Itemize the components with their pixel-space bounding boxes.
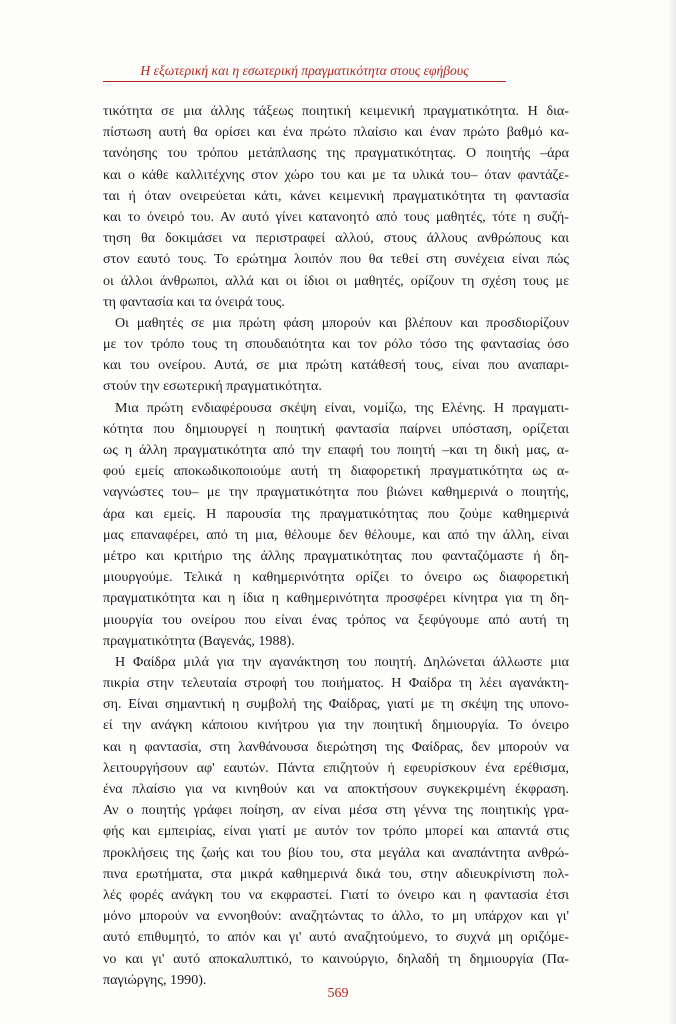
text-line: λειτουργήσουν αφ' εαυτών. Πάντα επιζητούν ή εφευρίσκουν ένα ερέθισμα, [103,759,569,776]
running-header: Η εξωτερική και η εσωτερική πραγματικότητα στους εφήβους [103,62,506,82]
text-line: και του ονείρου. Αυτά, σε μια πρώτη κατάθεσή τους, είναι που αναπαρι- [103,357,569,374]
text-line: παγιώργης, 1990). [103,971,207,988]
text-line: πίστωση αυτή θα ορίσει και ένα πρώτο πλαίσιο και έναν πρώτο βαθμό κα- [103,124,569,141]
text-line: τηση θα δοκιμάσει να περιστραφεί αλλού, στους άλλους ανθρώπους και [103,230,569,247]
text-line: λές φορές ανάγκη του να εκφραστεί. Γιατί το όνειρο και η φαντασία έτσι [103,886,569,903]
text-line: με τον τρόπο τους τη σπουδαιότητα και τον ρόλο τόσο της φαντασίας όσο [103,336,569,353]
text-line: τανόησης του τρόπου μετάπλασης της πραγματικότητας. Ο ποιητής –άρα [103,145,569,162]
text-line: πινα ερωτήματα, στα μικρά καθημερινά δικά του, στην αδιευκρίνιστη πολ- [103,865,569,882]
paragraph-4 [103,652,569,991]
text-line: ναγνώστες του– με την πραγματικότητα που βιώνει καθημερινά ο ποιητής, [103,484,569,501]
text-line: ται ή όταν ονειρεύεται κάτι, κάνει κειμενική πραγματικότητα τη φαντασία [103,187,569,204]
text-line: μέτρο και κριτήριο της άλλης πραγματικότητας που φανταζόμαστε ή δη- [103,547,569,564]
text-line: νο και γι' αυτό αποκαλυπτικό, το καινούργιο, δηλαδή τη δημιουργία (Πα- [103,950,569,967]
text-line: ως η άλλη πραγματικότητα από την επαφή του ποιητή –και τη δική μας, α- [103,442,569,458]
text-line: φού εμείς αποκωδικοποιούμε αυτή τη διαφορετική πραγματικότητα ως α- [103,463,569,480]
text-line: τη φαντασία και τα όνειρά τους. [103,293,285,310]
text-line: μιουργούμε. Τελικά η καθημερινότητα ορίζει το όνειρο ως διαφορετική [103,569,569,586]
text-line: και η φαντασία, στη λανθάνουσα διερώτηση της Φαίδρας, δεν μπορούν να [103,738,569,755]
text-line: και το όνειρό του. Αν αυτό γίνει κατανοητό από τους μαθητές, τότε η συζή- [103,208,569,225]
text-line: πραγματικότητα και η ίδια η καθημερινότητα προσφέρει κίνητρα για τη δη- [103,590,569,607]
text-line: αυτό επιθυμητό, το απόν και γι' αυτό αναζητούμενο, το συχνά μη οριζόμε- [103,929,569,946]
text-line: Οι μαθητές σε μια πρώτη φάση μπορούν και βλέπουν και προσδιορίζουν [115,314,569,331]
text-line: μιουργία του ονείρου που είναι ένας τρόπος να ξεφύγουμε από αυτή τη [103,611,569,628]
text-line: ση. Είναι σημαντική η συμβολή της Φαίδρας, γιατί με τη σκέψη της υπονο- [103,696,569,713]
text-line: και ο κάθε καλλιτέχνης στον χώρο του και με τα υλικά του– όταν φαντάζε- [103,166,569,183]
paragraph-1 [103,101,569,313]
text-line: οι άλλοι άνθρωποι, αλλά και οι ίδιοι οι μαθητές, ορίζουν τη σχέση τους με [103,272,569,289]
body-text [103,101,569,991]
text-line: άρα και εμείς. Η παρουσία της πραγματικότητας που ζούμε καθημερινά [103,505,569,522]
page-number: 569 [327,986,349,1001]
text-line: προκλήσεις της ζωής και του βίου του, στα μεγάλα και αναπάντητα ανθρώ- [103,844,569,861]
text-line: ένα πλαίσιο για να κινηθούν και να αποκτήσουν συγκεκριμένη έκφραση. [103,781,569,797]
text-line: φής και εμπειρίας, είναι γιατί με αυτόν τον τρόπο μπορεί και απαντά στις [103,823,569,840]
paragraph-2 [103,313,569,398]
text-line: πραγματικότητα (Βαγενάς, 1988). [103,632,295,649]
text-line: εί την ανάγκη κάποιου κινήτρου για την ποιητική δημιουργία. Το όνειρο [103,717,569,734]
text-line: στούν την εσωτερική πραγματικότητα. [103,378,322,395]
text-line: μόνο μπορούν να εννοηθούν: αναζητώντας το άλλο, το μη υπάρχον και γι' [103,908,569,925]
paragraph-3 [103,398,569,652]
text-line: Αν ο ποιητής γράφει ποίηση, αν είναι μέσα στη γέννα της ποιητικής γρα- [103,802,569,819]
text-line: κότητα που δημιουργεί η ποιητική φαντασία παίρνει υπόσταση, ορίζεται [103,420,569,437]
text-line: στον εαυτό τους. Το ερώτημα λοιπόν που θα τεθεί στη συνέχεια είναι πώς [103,251,569,268]
text-line: πικρία στην τελευταία στροφή του ποιήματος. Η Φαίδρα τη λέει αγανάκτη- [103,675,569,692]
text-line: μας επαναφέρει, από τη μια, θέλουμε δεν θέλουμε, και από την άλλη, είναι [103,526,569,543]
text-line: Μια πρώτη ενδιαφέρουσα σκέψη είναι, νομίζω, της Ελένης. Η πραγματι- [115,399,569,416]
text-line: Η Φαίδρα μιλά για την αγανάκτηση του ποιητή. Δηλώνεται άλλωστε μια [115,653,569,670]
text-line: τικότητα σε μια άλλης τάξεως ποιητική κειμενική πραγματικότητα. Η δια- [103,103,569,119]
page-edge-shadow [668,0,676,1024]
